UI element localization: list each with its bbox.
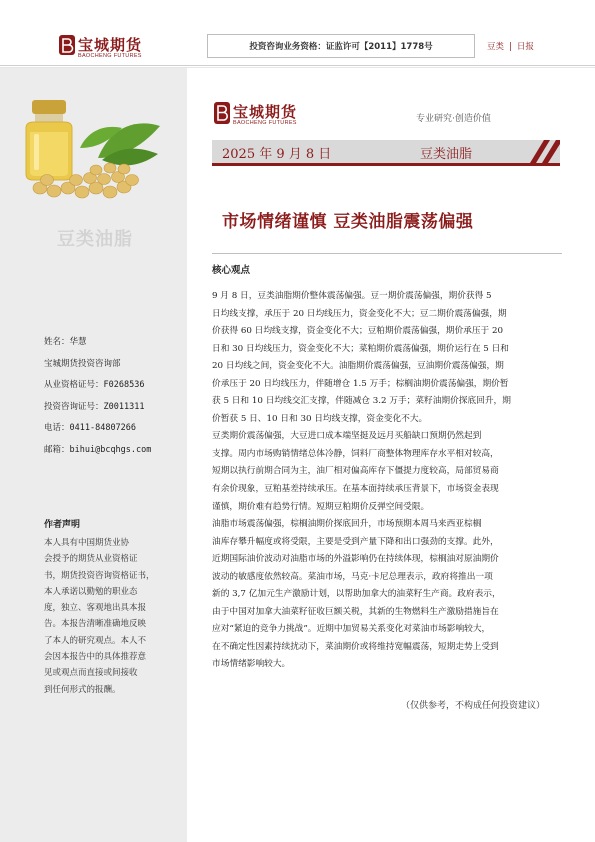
body-line: 价暂获 5 日、10 日和 30 日均线支撑，资金变化不大。 [212, 413, 428, 424]
author-department: 宝城期货投资咨询部 [44, 358, 121, 369]
author-name: 姓名：华慧 [44, 337, 87, 347]
disclaimer-title: 作者声明 [44, 520, 81, 530]
disclaimer-body [44, 535, 176, 698]
sidebar-title: 豆类油脂 [57, 229, 133, 250]
body-line: 日和 30 日均线压力，资金变化不大；菜粕期价震荡偏强，期价运行在 5 日和 [212, 343, 509, 354]
body-line: 市场情绪影响较大。 [212, 659, 291, 670]
author-qualification: 从业资格证号：F0268536 [44, 380, 145, 391]
slogan: 专业研究·创造价值 [416, 114, 491, 124]
body-line: 支撑。周内市场购销情绪总体冷静，饲料厂商整体物理库存水平相对较高， [212, 448, 499, 459]
body-line: 应对“紧迫的竞争力挑战”。近期中加贸易关系变化对菜油市场影响较大， [212, 624, 491, 635]
header-logo-en: BAOCHENG FUTURES [78, 53, 142, 59]
main-logo-text: 宝城期货 [233, 103, 298, 121]
body-line: 在不确定性因素持续扰动下，菜油期价或将维持宽幅震荡，短期走势上受到 [212, 641, 499, 652]
date-banner [212, 140, 560, 166]
body-line: 有余价现象，豆粕基差持续承压。在基本面持续承压背景下，市场资金表现 [212, 484, 499, 495]
tag-report-type: 日报 [516, 42, 534, 52]
main-logo-en: BAOCHENG FUTURES [233, 120, 297, 126]
author-phone: 电话：0411-84807266 [44, 423, 137, 434]
disclaimer-line: 会因本报告中的具体推荐意 [44, 652, 147, 663]
body-line: 波动的敏感度依然较高。菜油市场，马克·卡尼总理表示，政府将推出一项 [212, 571, 493, 582]
body-line: 近期国际油价波动对油脂市场的外溢影响仍在持续体现，棕榈油对原油期价 [212, 554, 499, 565]
header-logo [58, 34, 158, 64]
section-title: 核心观点 [212, 265, 251, 276]
disclaimer-line: 会授予的期货从业资格证 [44, 554, 138, 565]
headline-divider [212, 253, 562, 254]
license-text: 投资咨询业务资格：证监许可【2011】1778号 [249, 42, 433, 52]
author-email: 邮箱：bihui@bcqhgs.com [44, 444, 152, 455]
tag-category: 豆类 [487, 42, 505, 52]
disclaimer-line: 度，独立、客观地出具本报 [44, 603, 147, 614]
report-body [212, 288, 564, 674]
headline: 市场情绪谨慎 豆类油脂震荡偏强 [222, 212, 474, 232]
body-line: 油脂市场震荡偏强，棕榈油期价探底回升，市场预期本周马来西亚棕榈 [212, 519, 482, 530]
main-logo [213, 101, 323, 131]
banner-stripe-decoration [526, 140, 560, 163]
author-contact [44, 332, 151, 462]
disclaimer-line: 见或观点而直接或间接收 [44, 668, 138, 679]
body-line: 谨慎，期价难有趋势行情。短期豆粕期价反弹空间受限。 [212, 501, 430, 512]
tag-separator: | [509, 42, 512, 52]
report-category: 豆类油脂 [420, 147, 473, 162]
body-line: 价承压于 20 日均线压力，伴随增仓 1.5 万手；棕榈油期价震荡偏强，期价暂 [212, 378, 509, 389]
header-tags [487, 40, 534, 52]
soybean-oil-image [10, 88, 170, 203]
baocheng-logo-icon [58, 34, 76, 56]
disclaimer-line: 告。本报告清晰准确地反映 [44, 619, 147, 630]
disclaimer-line: 本人承诺以勤勉的职业态 [44, 586, 138, 597]
body-line: 油库存攀升幅度或将受限，主要是受到产量下降和出口强劲的支撑。此外， [212, 536, 499, 547]
header-divider [0, 65, 595, 66]
body-line: 9 月 8 日，豆类油脂期价整体震荡偏强。豆一期价震荡偏强，期价获得 5 [212, 291, 492, 301]
report-date: 2025 年 9 月 8 日 [222, 147, 332, 162]
body-line: 由于中国对加拿大油菜籽征收巨额关税，其新的生物燃料生产激励措施旨在 [212, 606, 499, 617]
body-line: 日均线支撑，承压于 20 日均线压力，资金变化不大；豆二期价震荡偏强，期 [212, 308, 507, 319]
header-logo-text: 宝城期货 [78, 36, 143, 54]
body-line: 价获得 60 日均线支撑，资金变化不大；豆粕期价震荡偏强，期价承压于 20 [212, 326, 504, 337]
body-line: 获 5 日和 10 日均线交汇支撑，伴随减仓 3.2 万手；菜籽油期价探底回升，期 [212, 396, 511, 407]
license-box [207, 34, 475, 58]
baocheng-logo-icon [213, 101, 231, 125]
body-line: 豆类期价震荡偏强，大豆进口成本端坚挺及远月买船缺口预期仍然起到 [212, 431, 482, 442]
disclaimer-line: 到任何形式的报酬。 [44, 684, 121, 695]
disclaimer-line: 书，期货投资咨询资格证书， [44, 570, 155, 581]
body-line: 新的 3,7 亿加元生产激励计划，以帮助加拿大的油菜籽生产商。政府表示， [212, 589, 501, 600]
body-line: 短期以执行前期合同为主，油厂相对偏高库存下僵提力度较高，局部贸易商 [212, 466, 499, 477]
author-consulting-cert: 投资咨询证号：Z0011311 [44, 401, 145, 412]
disclaimer-line: 了本人的研究观点。本人不 [44, 635, 147, 646]
disclaimer-line: 本人具有中国期货业协 [44, 538, 130, 548]
body-line: 20 日均线之间，资金变化不大。油脂期价震荡偏强，豆油期价震荡偏强，期 [212, 361, 504, 372]
disclaimer-footnote: （仅供参考，不构成任何投资建议） [401, 701, 546, 711]
